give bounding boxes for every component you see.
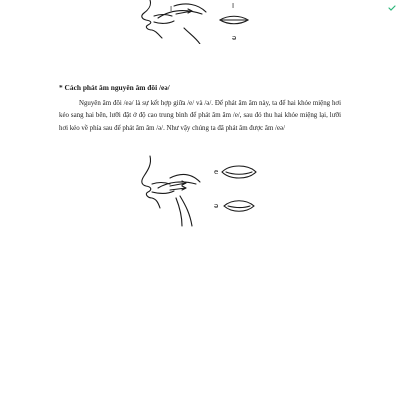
section-paragraph	[59, 98, 341, 135]
label-schwa-bottom: ə	[214, 202, 219, 210]
section-heading: * Cách phát âm nguyên âm đôi /eə/	[59, 83, 170, 92]
mouth-diagram-bottom	[130, 152, 280, 232]
corner-mark-icon	[388, 4, 396, 12]
paragraph-text: Nguyên âm đôi /eə/ là sự kết hợp giữa /e/ và /ə/. Để phát âm âm này, ta để hai khóe miệng hơi kéo sang hai bên, lưỡi đặt ở độ cao trung bình để phát âm âm /e/, sau đó thu hai khóe miệng lại, lưỡi hơi kéo về phía sau để phát âm âm /ə/. Như vậy chúng ta đã phát âm được âm /eə/	[59, 100, 341, 132]
mouth-diagram-top	[128, 0, 278, 44]
label-i-right: I	[232, 2, 235, 10]
label-schwa-top: ə	[232, 34, 237, 42]
label-i-left: I	[170, 5, 173, 13]
label-e: e	[214, 168, 219, 176]
